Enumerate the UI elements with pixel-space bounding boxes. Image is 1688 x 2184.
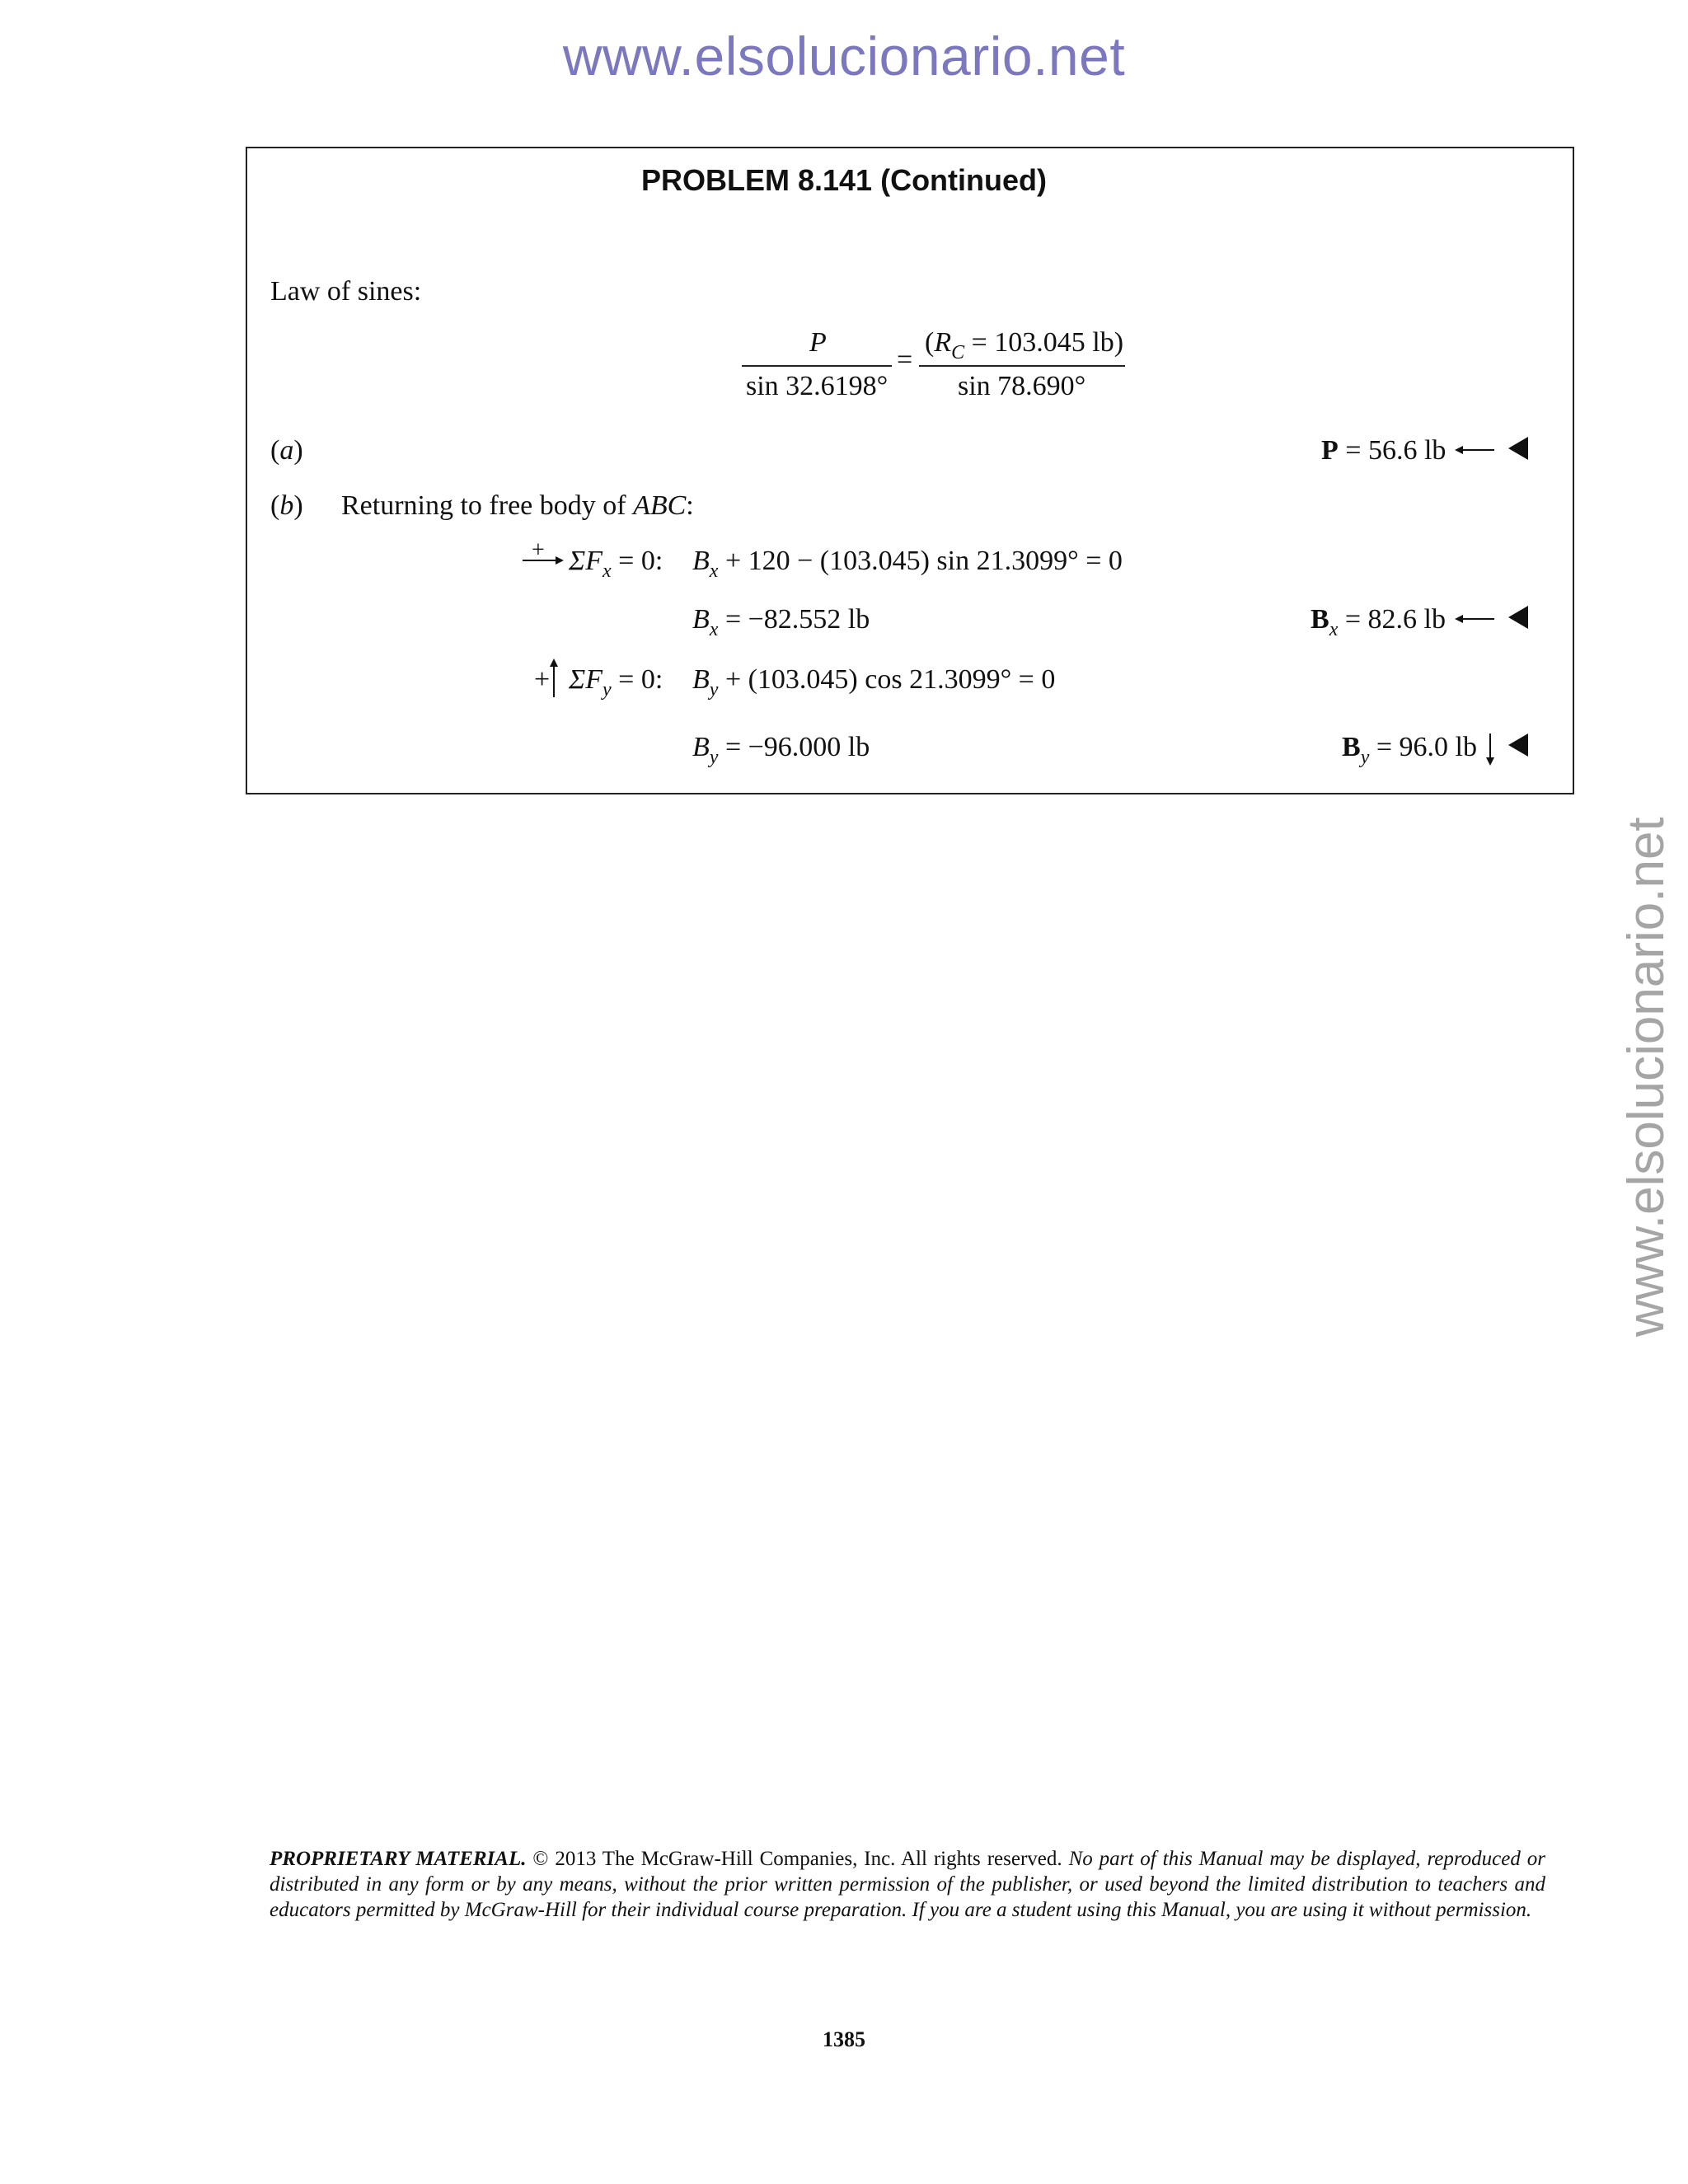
answer-marker-icon <box>1508 437 1528 460</box>
problem-title: PROBLEM 8.141 (Continued) <box>640 163 1048 197</box>
eq1-numerator-left: P <box>809 327 827 358</box>
answer-marker-icon <box>1508 606 1528 629</box>
part-a-answer: P = 56.6 lb <box>1321 435 1447 466</box>
sum-fy-lhs: $\Sigma F_y = 0$: <box>569 664 663 701</box>
bx-answer: $B_x = 82.6$ lb <box>1311 604 1446 640</box>
part-b-label: (b) <box>270 490 303 521</box>
sum-fx-rhs: $B_x + 120 - (103.045)$ sin 21.3099° = 0 <box>692 546 1123 582</box>
eq1-denominator-right: sin 78.690° <box>958 371 1086 401</box>
part-a-label: (a) <box>270 435 303 466</box>
eq1-denominator-left: sin 32.6198° <box>746 371 889 401</box>
sum-fy-plus: + <box>534 664 551 695</box>
sum-fx-lhs: $\Sigma F_x = 0$: <box>569 546 663 582</box>
sum-fx-plus: + <box>532 537 545 563</box>
watermark-top: www.elsolucionario.net <box>562 26 1126 87</box>
left-arrow-icon <box>1453 442 1496 458</box>
answer-marker-icon <box>1508 733 1528 757</box>
watermark-side: www.elsolucionario.net <box>1618 817 1675 1337</box>
page-number: 1385 <box>823 2027 865 2051</box>
up-arrow-icon <box>547 658 560 699</box>
left-arrow-icon <box>1453 611 1496 627</box>
by-value: $B_y = -96.000$ lb <box>692 732 870 768</box>
down-arrow-icon <box>1484 732 1497 766</box>
part-b-text: Returning to free body of ABC: <box>341 490 694 521</box>
eq1-numerator-right: ($R_C = 103.045$ lb) <box>925 327 1124 363</box>
bx-value: $B_x = -82.552$ lb <box>692 604 870 640</box>
eq1-equals: = <box>897 344 913 375</box>
right-arrow-icon <box>521 554 565 567</box>
problem-box <box>246 147 1574 794</box>
copyright-notice: PROPRIETARY MATERIAL. © 2013 The McGraw-Hill Companies, Inc. All rights reserved. No part of this Manual may be displayed, reproduced or distributed in any form or by any means, without the prior written permission of the publisher, or used beyond the limited distribution to teachers and educators permitted by McGraw-Hill for their individual course preparation. If you are a student using this Manual, you are using it without permission. <box>270 1848 1545 1921</box>
sum-fy-rhs: $B_y + (103.045)$ cos 21.3099° = 0 <box>692 664 1056 701</box>
law-of-sines-label: Law of sines: <box>270 276 422 307</box>
by-answer: $B_y = 96.0$ lb <box>1342 732 1477 768</box>
eq1-fraction-bar-right <box>919 365 1125 367</box>
eq1-fraction-bar-left <box>742 365 892 367</box>
